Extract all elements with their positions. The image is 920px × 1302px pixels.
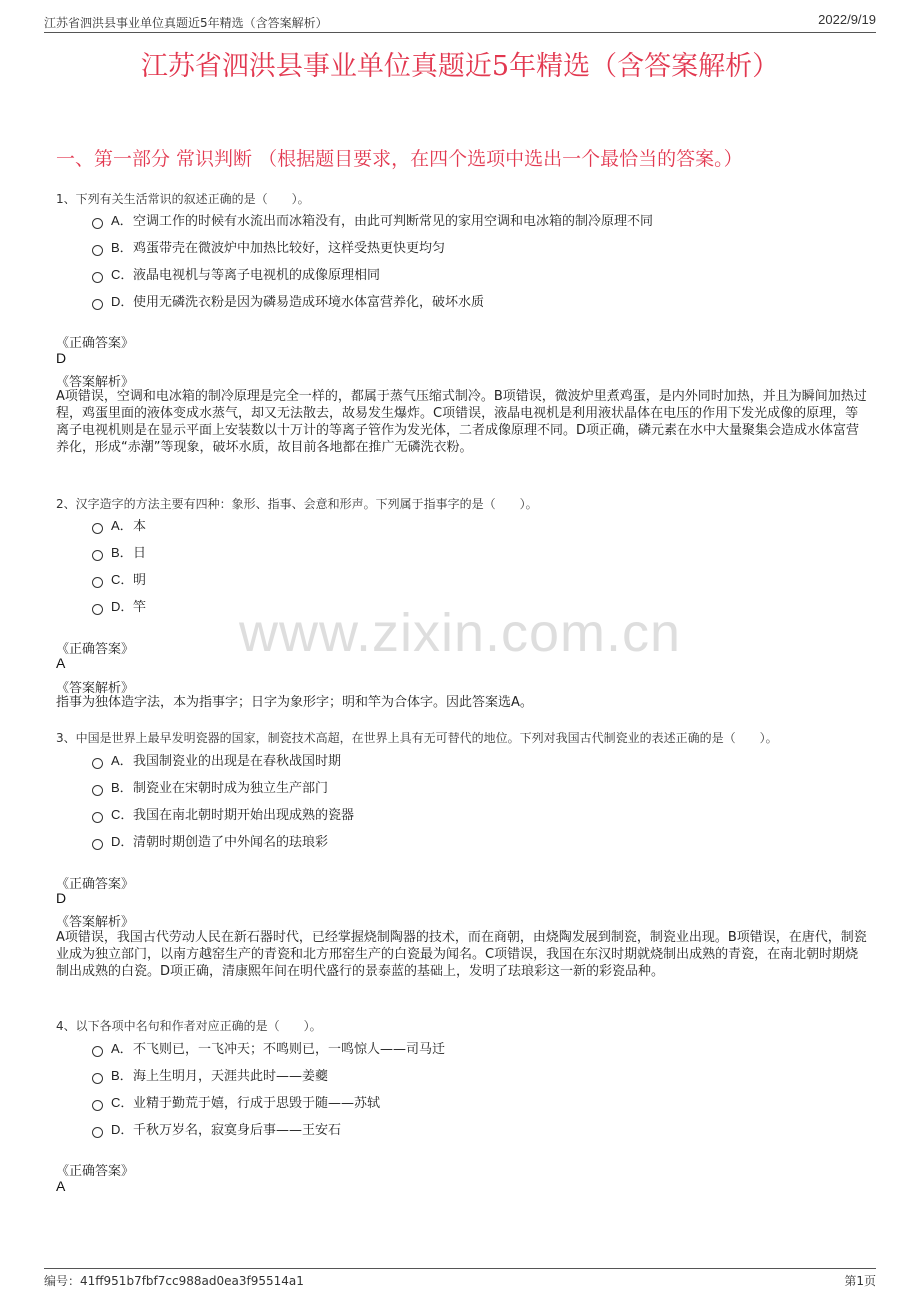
radio-icon[interactable] [92, 523, 103, 534]
option-letter: A． [111, 518, 133, 533]
option-a[interactable] [92, 1038, 445, 1057]
option-text: 不飞则已，一飞冲天；不鸣则已，一鸣惊人——司马迁 [133, 1042, 446, 1057]
radio-icon[interactable] [92, 550, 103, 561]
option-text: 清朝时期创造了中外闻名的珐琅彩 [133, 835, 329, 850]
option-b[interactable] [92, 1065, 328, 1084]
option-letter: B． [111, 240, 133, 255]
document-code: 编号：41ff951b7fbf7cc988ad0ea3f95514a1 [44, 1274, 304, 1288]
option-letter: C． [111, 1095, 134, 1110]
header-rule [44, 32, 876, 33]
option-letter: B． [111, 545, 133, 560]
option-text: 千秋万岁名，寂寞身后事——王安石 [133, 1123, 342, 1138]
header-date: 2022/9/19 [818, 12, 876, 27]
explanation-label: 《答案解析》 [56, 375, 135, 390]
radio-icon[interactable] [92, 299, 103, 310]
option-a[interactable] [92, 210, 653, 229]
section-heading: 一、第一部分 常识判断 （根据题目要求，在四个选项中选出一个最恰当的答案。） [56, 148, 743, 170]
page-number: 第1页 [844, 1274, 876, 1288]
option-text: 日 [133, 546, 147, 561]
answer-label: 《正确答案》 [56, 877, 135, 892]
radio-icon[interactable] [92, 604, 103, 615]
option-d[interactable] [92, 596, 146, 615]
explanation-label: 《答案解析》 [56, 681, 135, 696]
explanation-label: 《答案解析》 [56, 915, 135, 930]
radio-icon[interactable] [92, 245, 103, 256]
option-text: 制瓷业在宋朝时成为独立生产部门 [133, 781, 329, 796]
option-letter: A． [111, 213, 133, 228]
option-text: 明 [133, 573, 147, 588]
option-text: 竿 [133, 600, 147, 615]
radio-icon[interactable] [92, 1127, 103, 1138]
option-b[interactable] [92, 237, 445, 256]
option-letter: D． [111, 834, 134, 849]
page-title: 江苏省泗洪县事业单位真题近5年精选（含答案解析） [140, 51, 780, 82]
radio-icon[interactable] [92, 218, 103, 229]
option-b[interactable] [92, 777, 328, 796]
option-text: 液晶电视机与等离子电视机的成像原理相同 [133, 268, 381, 283]
question-stem: 4、以下各项中名句和作者对应正确的是（ ）。 [56, 1019, 322, 1033]
option-text: 海上生明月，天涯共此时——姜夔 [133, 1069, 329, 1084]
option-letter: A． [111, 753, 133, 768]
radio-icon[interactable] [92, 812, 103, 823]
option-a[interactable] [92, 750, 341, 769]
radio-icon[interactable] [92, 1046, 103, 1057]
option-letter: D． [111, 599, 134, 614]
option-d[interactable] [92, 291, 484, 310]
answer-label: 《正确答案》 [56, 336, 135, 351]
option-letter: A． [111, 1041, 133, 1056]
page-header [44, 10, 876, 30]
option-text: 我国在南北朝时期开始出现成熟的瓷器 [133, 808, 355, 823]
option-text: 使用无磷洗衣粉是因为磷易造成环境水体富营养化，破坏水质 [133, 295, 485, 310]
explanation-text: 指事为独体造字法，本为指事字；日字为象形字；明和竿为合体字。因此答案选A。 [56, 695, 533, 710]
answer-label: 《正确答案》 [56, 1164, 135, 1179]
option-letter: C． [111, 572, 134, 587]
option-text: 本 [133, 519, 147, 534]
option-d[interactable] [92, 831, 328, 850]
option-letter: D． [111, 1122, 134, 1137]
footer-rule [44, 1268, 876, 1269]
option-text: 鸡蛋带壳在微波炉中加热比较好，这样受热更快更均匀 [133, 241, 446, 256]
question-stem: 3、中国是世界上最早发明瓷器的国家，制瓷技术高超，在世界上具有无可替代的地位。下列对我国古代制瓷业的表述正确的是（ ）。 [56, 731, 778, 745]
radio-icon[interactable] [92, 1100, 103, 1111]
option-d[interactable] [92, 1119, 341, 1138]
radio-icon[interactable] [92, 577, 103, 588]
option-letter: D． [111, 294, 134, 309]
option-c[interactable] [92, 804, 354, 823]
radio-icon[interactable] [92, 1073, 103, 1084]
radio-icon[interactable] [92, 272, 103, 283]
correct-answer: D [56, 350, 67, 366]
correct-answer: A [56, 1178, 66, 1194]
option-letter: B． [111, 1068, 133, 1083]
option-letter: C． [111, 267, 134, 282]
correct-answer: A [56, 655, 66, 671]
page-footer [44, 1272, 876, 1289]
explanation-text: A项错误，空调和电冰箱的制冷原理是完全一样的，都属于蒸气压缩式制冷。B项错误，微波炉里煮鸡蛋，是内外同时加热，并且为瞬间加热过程，鸡蛋里面的液体变成水蒸气，却又无法散去，故易发生爆炸。C项错误，液晶电视机是利用液状晶体在电压的作用下发光成像的原理，等离子电视机则是在显示平面上安装数以十万计的等离子管作为发光体，二者成像原理不同。D项正确，磷元素在水中大量聚集会造成水体富营养化，形成“赤潮”等现象，破坏水质，故目前各地都在推广无磷洗衣粉。 [56, 389, 867, 455]
option-c[interactable] [92, 1092, 380, 1111]
option-c[interactable] [92, 569, 146, 588]
option-text: 我国制瓷业的出现是在春秋战国时期 [133, 754, 342, 769]
radio-icon[interactable] [92, 785, 103, 796]
option-a[interactable] [92, 515, 146, 534]
option-b[interactable] [92, 542, 146, 561]
option-letter: C． [111, 807, 134, 822]
option-text: 空调工作的时候有水流出而冰箱没有，由此可判断常见的家用空调和电冰箱的制冷原理不同 [133, 214, 654, 229]
header-doc-title: 江苏省泗洪县事业单位真题近5年精选（含答案解析） [44, 16, 328, 30]
answer-label: 《正确答案》 [56, 642, 135, 657]
option-c[interactable] [92, 264, 380, 283]
correct-answer: D [56, 890, 67, 906]
radio-icon[interactable] [92, 839, 103, 850]
option-letter: B． [111, 780, 133, 795]
radio-icon[interactable] [92, 758, 103, 769]
watermark: www.zixin.com.cn [238, 603, 682, 663]
option-text: 业精于勤荒于嬉，行成于思毁于随——苏轼 [133, 1096, 381, 1111]
question-stem: 1、下列有关生活常识的叙述正确的是（ ）。 [56, 192, 310, 206]
question-stem: 2、汉字造字的方法主要有四种：象形、指事、会意和形声。下列属于指事字的是（ ）。 [56, 497, 538, 511]
explanation-text: A项错误，我国古代劳动人民在新石器时代，已经掌握烧制陶器的技术，而在商朝，由烧陶发展到制瓷，制瓷业出现。B项错误，在唐代，制瓷业成为独立部门，以南方越窑生产的青瓷和北方邢窑生产的白瓷最为闻名。C项错误，我国在东汉时期就烧制出成熟的青瓷，在南北朝时期烧制出成熟的白瓷。D项正确，清康熙年间在明代盛行的景泰蓝的基础上，发明了珐琅彩这一新的彩瓷品种。 [56, 930, 867, 979]
